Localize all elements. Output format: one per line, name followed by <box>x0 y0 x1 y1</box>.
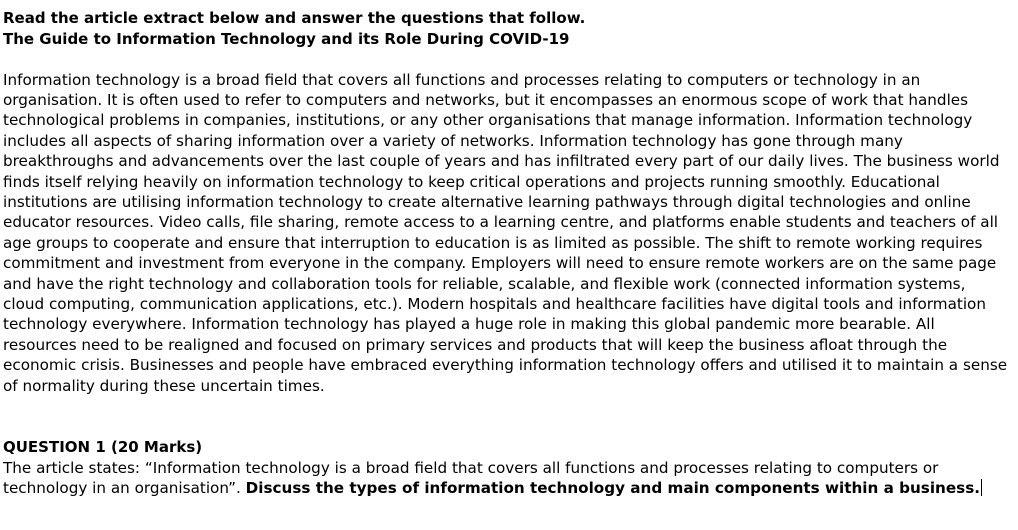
instruction-text: Read the article extract below and answer the questions that follow. <box>3 9 586 27</box>
text-cursor <box>981 479 982 496</box>
question-text[interactable] <box>3 458 1011 499</box>
question-statement: The article states: “Information technology is a broad field that covers all functions and processes relating to computers or technology in an organisation”. <box>3 458 939 497</box>
question-task: Discuss the types of information technology and main components within a business. <box>245 478 981 497</box>
article-body: Information technology is a broad field that covers all functions and processes relating to computers or technology in an organisation. It is often used to refer to computers and networks, but it encompasses an enormous scope of work that handles technological problems in companies, institutions, or any other organisations that manage information. Information technology includes all aspects of sharing information over a variety of networks. Information technology has gone through many breakthroughs and advancements over the last couple of years and has infiltrated every part of our daily lives. The business world finds itself relying heavily on information technology to keep critical operations and projects running smoothly. Educational institutions are utilising information technology to create alternative learning pathways through digital technologies and online educator resources. Video calls, file sharing, remote access to a learning centre, and platforms enable students and teachers of all age groups to cooperate and ensure that interruption to education is as limited as possible. The shift to remote working requires commitment and investment from everyone in the company. Employers will need to ensure remote workers are on the same page and have the right technology and collaboration tools for reliable, scalable, and flexible work (connected information systems, cloud computing, communication applications, etc.). Modern hospitals and healthcare facilities have digital tools and information technology everywhere. Information technology has played a huge role in making this global pandemic more bearable. All resources need to be realigned and focused on primary services and products that will keep the business afloat through the economic crisis. Businesses and people have embraced everything information technology offers and utilised it to maintain a sense of normality during these uncertain times. <box>3 70 1008 395</box>
question-heading: QUESTION 1 (20 Marks) <box>3 438 203 456</box>
article-title: The Guide to Information Technology and its Role During COVID-19 <box>3 29 570 48</box>
document-page <box>3 8 1011 498</box>
spacer <box>3 396 1011 437</box>
